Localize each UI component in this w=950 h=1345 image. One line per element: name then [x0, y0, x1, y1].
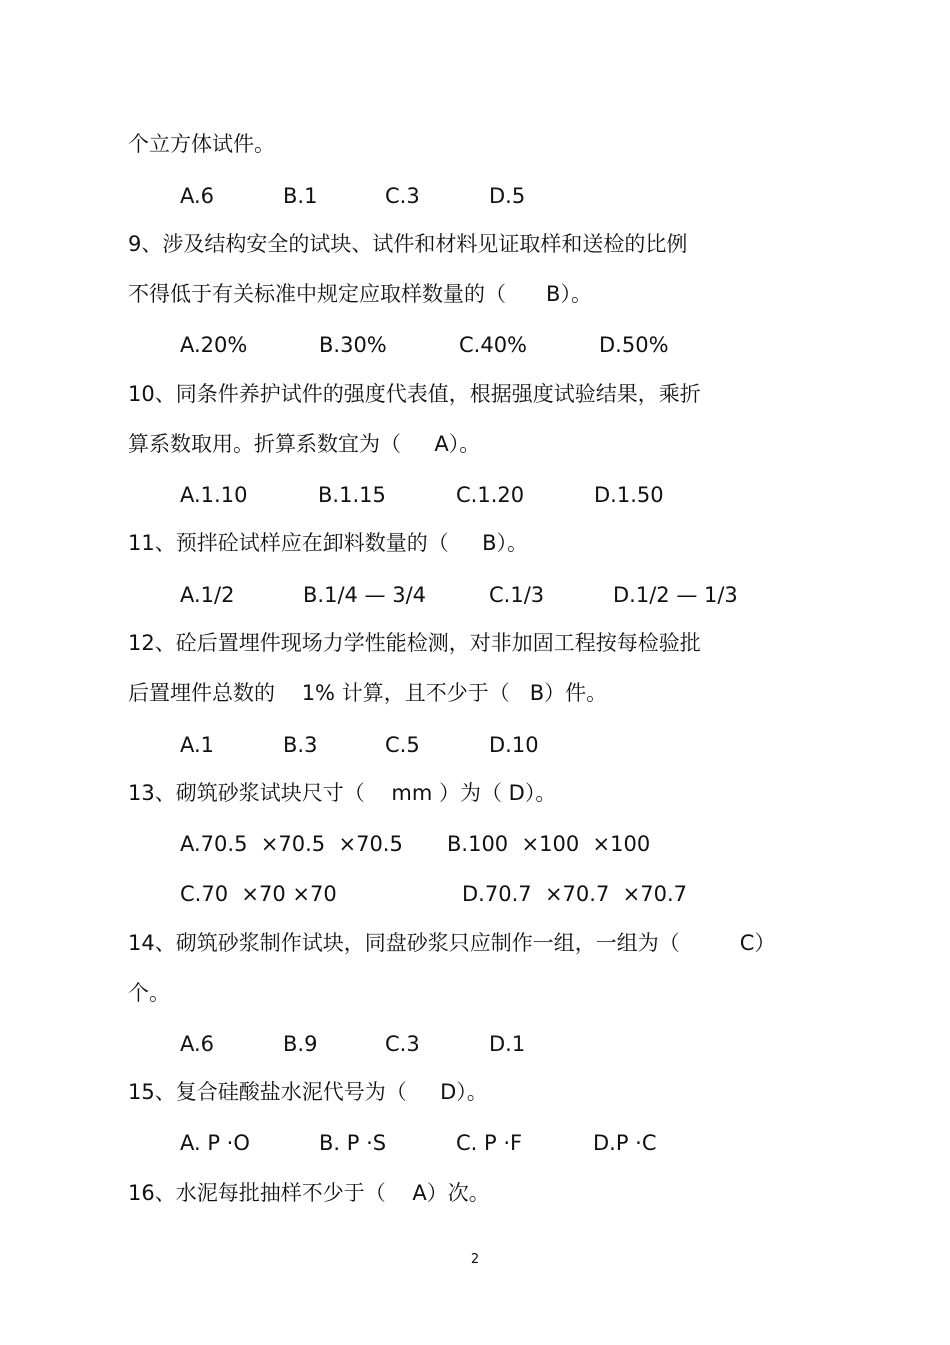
option-b: B.1.15: [318, 483, 386, 507]
option-a: A.6: [180, 1032, 215, 1056]
option-b: B.30%: [319, 333, 387, 357]
question-14-line-1: 14、砌筑砂浆制作试块，同盘砂浆只应制作一组，一组为（ C）: [128, 931, 776, 955]
option-c: C.5: [385, 733, 420, 757]
option-a: A. P ·O: [180, 1131, 250, 1155]
option-a: A.20%: [180, 333, 248, 357]
option-c: C.1.20: [456, 483, 525, 507]
question-12-line-2: 后置埋件总数的 1% 计算，且不少于（ B）件。: [128, 681, 608, 705]
option-c: C.1/3: [489, 583, 545, 607]
question-16-line-1: 16、水泥每批抽样不少于（ A）次。: [128, 1181, 490, 1205]
option-b: B.1: [283, 184, 318, 208]
option-a: A.1: [180, 733, 215, 757]
option-d: D.1: [489, 1032, 526, 1056]
question-10-line-2: 算系数取用。折算系数宜为（ A）。: [128, 432, 481, 456]
option-d: D.50%: [599, 333, 669, 357]
option-a: A.6: [180, 184, 215, 208]
option-c: C.3: [385, 1032, 420, 1056]
option-d: D.1/2 — 1/3: [613, 583, 738, 607]
option-c: C.40%: [459, 333, 528, 357]
option-a: A.1/2: [180, 583, 235, 607]
option-c: C. P ·F: [456, 1131, 523, 1155]
option-a: A.70.5 ×70.5 ×70.5: [180, 832, 403, 856]
question-15-line-1: 15、复合硅酸盐水泥代号为（ D）。: [128, 1080, 488, 1104]
question-13-line-1: 13、砌筑砂浆试块尺寸（ mm ）为（ D）。: [128, 781, 557, 805]
question-14-line-2: 个。: [128, 981, 170, 1005]
option-b: B. P ·S: [319, 1131, 387, 1155]
option-d: D.P ·C: [593, 1131, 657, 1155]
option-d: D.5: [489, 184, 526, 208]
option-b: B.3: [283, 733, 318, 757]
option-d: D.1.50: [594, 483, 664, 507]
option-b: B.1/4 — 3/4: [303, 583, 427, 607]
option-c: C.70 ×70 ×70: [180, 882, 337, 906]
option-a: A.1.10: [180, 483, 248, 507]
option-b: B.100 ×100 ×100: [447, 832, 651, 856]
question-9-line-2: 不得低于有关标准中规定应取样数量的（ B）。: [128, 282, 592, 306]
option-b: B.9: [283, 1032, 318, 1056]
text-line: 个立方体试件。: [128, 132, 275, 156]
question-10-line-1: 10、同条件养护试件的强度代表值，根据强度试验结果，乘折: [128, 382, 701, 406]
option-c: C.3: [385, 184, 420, 208]
question-12-line-1: 12、砼后置埋件现场力学性能检测，对非加固工程按每检验批: [128, 631, 701, 655]
option-d: D.10: [489, 733, 539, 757]
question-11-line-1: 11、预拌砼试样应在卸料数量的（ B）。: [128, 531, 529, 555]
option-d: D.70.7 ×70.7 ×70.7: [462, 882, 688, 906]
question-9-line-1: 9、涉及结构安全的试块、试件和材料见证取样和送检的比例: [128, 232, 688, 256]
page-number: 2: [470, 1252, 480, 1267]
